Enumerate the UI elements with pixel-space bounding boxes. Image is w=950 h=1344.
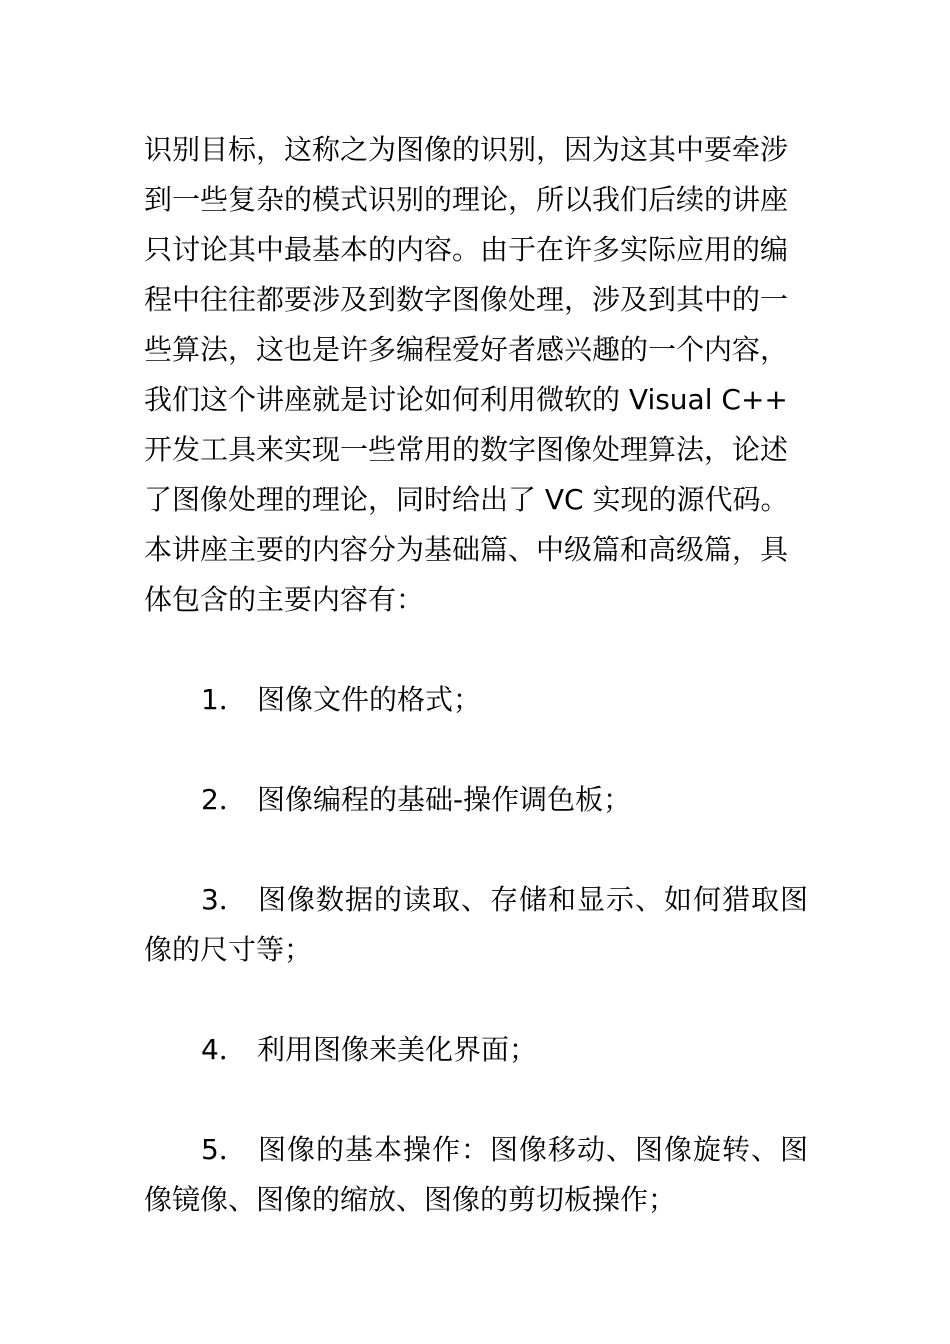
list-item-number: 3． bbox=[201, 883, 247, 916]
intro-line: 开发工具来实现一些常用的数字图像处理算法，论述 bbox=[144, 433, 789, 466]
intro-line: 了图像处理的理论，同时给出了 VC 实现的源代码。 bbox=[144, 483, 789, 516]
list-item bbox=[144, 675, 808, 725]
list-item bbox=[144, 1125, 808, 1225]
list-item-text: 利用图像来美化界面； bbox=[257, 1033, 538, 1066]
list-item-number: 1． bbox=[201, 683, 247, 716]
list-item-text: 图像的基本操作：图像移动、图像旋转、图像镜像、图像的缩放、图像的剪切板操作； bbox=[144, 1133, 808, 1216]
intro-line: 到一些复杂的模式识别的理论，所以我们后续的讲座 bbox=[144, 183, 789, 216]
intro-line: 只讨论其中最基本的内容。由于在许多实际应用的编 bbox=[144, 233, 789, 266]
document-page bbox=[144, 125, 808, 1275]
intro-line: 体包含的主要内容有： bbox=[144, 583, 425, 616]
intro-line: 些算法，这也是许多编程爱好者感兴趣的一个内容， bbox=[144, 333, 789, 366]
list-item-text: 图像编程的基础-操作调色板； bbox=[257, 783, 632, 816]
list-item bbox=[144, 775, 808, 825]
list-item-number: 5． bbox=[201, 1133, 247, 1166]
intro-line: 识别目标，这称之为图像的识别，因为这其中要牵涉 bbox=[144, 133, 789, 166]
list-item-number: 4． bbox=[201, 1033, 247, 1066]
list-item bbox=[144, 1025, 808, 1075]
intro-line: 程中往往都要涉及到数字图像处理，涉及到其中的一 bbox=[144, 283, 789, 316]
list-item-text: 图像数据的读取、存储和显示、如何猎取图像的尺寸等； bbox=[144, 883, 808, 966]
list-item bbox=[144, 875, 808, 975]
list-item-number: 2． bbox=[201, 783, 247, 816]
intro-line: 本讲座主要的内容分为基础篇、中级篇和高级篇，具 bbox=[144, 533, 789, 566]
intro-paragraph bbox=[144, 125, 808, 625]
intro-line: 我们这个讲座就是讨论如何利用微软的 Visual C++ bbox=[144, 383, 788, 416]
list-item-text: 图像文件的格式； bbox=[257, 683, 482, 716]
